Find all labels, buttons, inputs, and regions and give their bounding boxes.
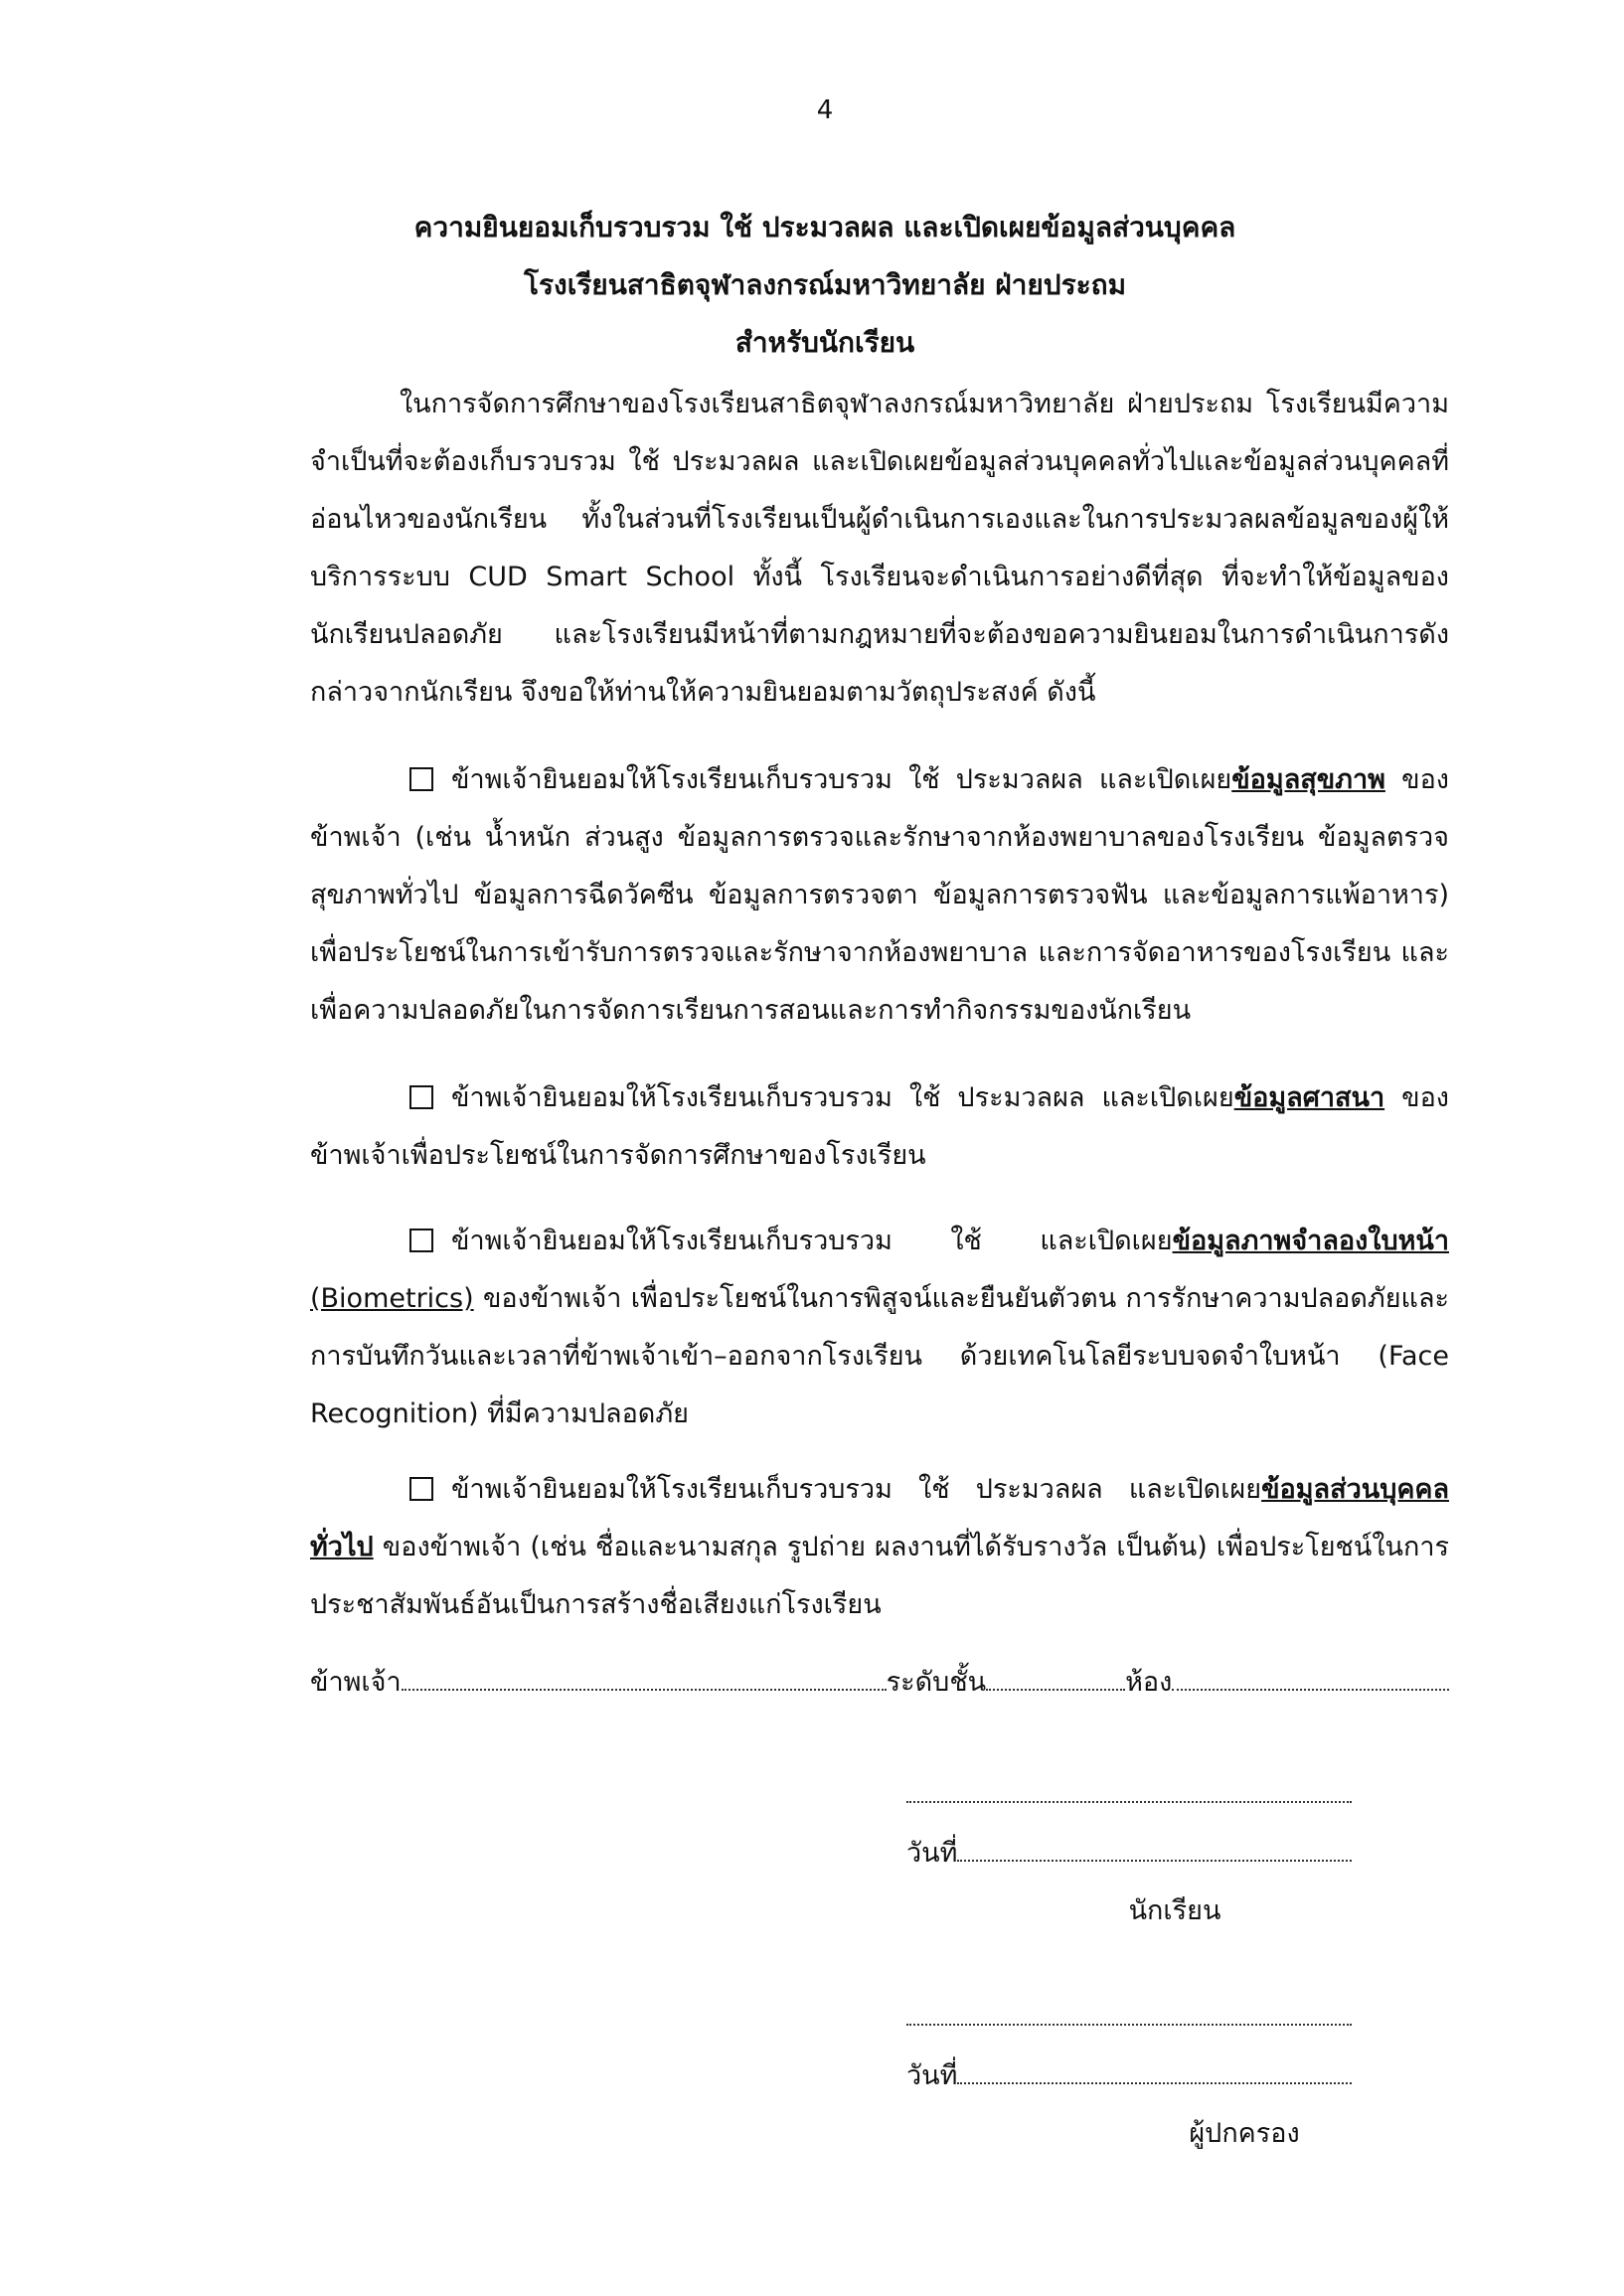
student-info-row	[310, 1654, 1449, 1712]
consent-health	[310, 751, 1449, 1040]
consent-religion-checkbox[interactable]	[409, 1085, 433, 1109]
consent-general-info	[310, 1461, 1449, 1634]
intro-paragraph: ในการจัดการศึกษาของโรงเรียนสาธิตจุฬาลงกรณ์มหาวิทยาลัย ฝ่ายประถม โรงเรียนมีความจำเป็นที่จะต้องเก็บรวบรวม ใช้ ประมวลผล และเปิดเผยข้อมูลส่วนบุคคลทั่วไปและข้อมูลส่วนบุคคลที่อ่อนไหวของนักเรียน ทั้งในส่วนที่โรงเรียนเป็นผู้ดำเนินการเองและในการประมวลผลข้อมูลของผู้ให้บริการระบบ CUD Smart School ทั้งนี้ โรงเรียนจะดำเนินการอย่างดีที่สุด ที่จะทำให้ข้อมูลของนักเรียนปลอดภัย และโรงเรียนมีหน้าที่ตามกฎหมายที่จะต้องขอความยินยอมในการดำเนินการดังกล่าวจากนักเรียน จึงขอให้ท่านให้ความยินยอมตามวัตถุประสงค์ ดังนี้	[310, 389, 1449, 708]
consent-rest: ของข้าพเจ้า (เช่น น้ำหนัก ส่วนสูง ข้อมูลการตรวจและรักษาจากห้องพยาบาลของโรงเรียน ข้อมูลตรวจสุขภาพทั่วไป ข้อมูลการฉีดวัคซีน ข้อมูลการตรวจตา ข้อมูลการตรวจฟัน และข้อมูลการแพ้อาหาร) เพื่อประโยชน์ในการเข้ารับการตรวจและรักษาจากห้องพยาบาล และการจัดอาหารของโรงเรียน และเพื่อความปลอดภัยในการจัดการเรียนการสอนและการทำกิจกรรมของนักเรียน	[310, 764, 1449, 1026]
consent-lead: ข้าพเจ้ายินยอมให้โรงเรียนเก็บรวบรวม ใช้ ประมวลผล และเปิดเผย	[451, 764, 1232, 795]
consent-biometrics-checkbox[interactable]	[409, 1229, 433, 1252]
title-line-1: ความยินยอมเก็บรวบรวม ใช้ ประมวลผล และเปิดเผยข้อมูลส่วนบุคคล	[413, 211, 1236, 244]
consent-emphasis: ข้อมูลศาสนา	[1233, 1082, 1385, 1113]
signature-role: นักเรียน	[1128, 1895, 1221, 1926]
student-signature-block	[906, 1779, 1352, 1940]
date-label: วันที่	[906, 1838, 958, 1869]
consent-lead: ข้าพเจ้ายินยอมให้โรงเรียนเก็บรวบรวม ใช้ ประมวลผล และเปิดเผย	[451, 1474, 1262, 1505]
consent-general-info-checkbox[interactable]	[409, 1477, 433, 1501]
room-label: ห้อง	[1125, 1667, 1173, 1698]
date-label: วันที่	[906, 2060, 958, 2091]
student-signature-field[interactable]	[906, 1801, 1352, 1803]
student-date-row	[906, 1825, 1352, 1883]
consent-rest: ของข้าพเจ้า เพื่อประโยชน์ในการพิสูจน์และยืนยันตัวตน การรักษาความปลอดภัยและการบันทึกวันและเวลาที่ข้าพเจ้าเข้า–ออกจากโรงเรียน ด้วยเทคโนโลยีระบบจดจำใบหน้า (Face Recognition) ที่มีความปลอดภัย	[310, 1283, 1449, 1429]
level-label: ระดับชั้น	[886, 1667, 987, 1698]
parent-signature-block	[906, 1994, 1352, 2163]
consent-emphasis: ข้อมูลภาพจำลองใบหน้า	[1172, 1226, 1449, 1256]
consent-emphasis: ข้อมูลสุขภาพ	[1231, 764, 1385, 795]
parent-signature-field[interactable]	[906, 2024, 1352, 2026]
name-field[interactable]	[402, 1689, 887, 1691]
page-number: 4	[816, 95, 834, 125]
title-line-2: โรงเรียนสาธิตจุฬาลงกรณ์มหาวิทยาลัย ฝ่ายประถม	[523, 268, 1127, 301]
title-line-3: สำหรับนักเรียน	[734, 326, 915, 359]
student-date-field[interactable]	[957, 1860, 1352, 1862]
signature-role: ผู้ปกครอง	[1189, 2118, 1300, 2149]
consent-emphasis: ข้อมูลส่วนบุคคลทั่วไป	[310, 1474, 1449, 1562]
consent-health-checkbox[interactable]	[409, 767, 433, 791]
parent-date-field[interactable]	[957, 2082, 1352, 2084]
document-title	[0, 199, 1624, 372]
consent-rest: ของข้าพเจ้า (เช่น ชื่อและนามสกุล รูปถ่าย ผลงานที่ได้รับรางวัล เป็นต้น) เพื่อประโยชน์ในการประชาสัมพันธ์อันเป็นการสร้างชื่อเสียงแก่โรงเรียน	[310, 1532, 1449, 1620]
name-label: ข้าพเจ้า	[310, 1667, 402, 1698]
level-field[interactable]	[986, 1689, 1125, 1691]
consent-biometrics	[310, 1213, 1449, 1443]
consent-emphasis-2: (Biometrics)	[310, 1283, 474, 1314]
consent-rest: ของข้าพเจ้าเพื่อประโยชน์ในการจัดการศึกษาของโรงเรียน	[310, 1082, 1449, 1171]
consent-religion	[310, 1069, 1449, 1185]
room-field[interactable]	[1172, 1689, 1449, 1691]
consent-lead: ข้าพเจ้ายินยอมให้โรงเรียนเก็บรวบรวม ใช้ ประมวลผล และเปิดเผย	[451, 1082, 1234, 1113]
consent-lead: ข้าพเจ้ายินยอมให้โรงเรียนเก็บรวบรวม ใช้ และเปิดเผย	[451, 1226, 1173, 1256]
parent-date-row	[906, 2048, 1352, 2105]
